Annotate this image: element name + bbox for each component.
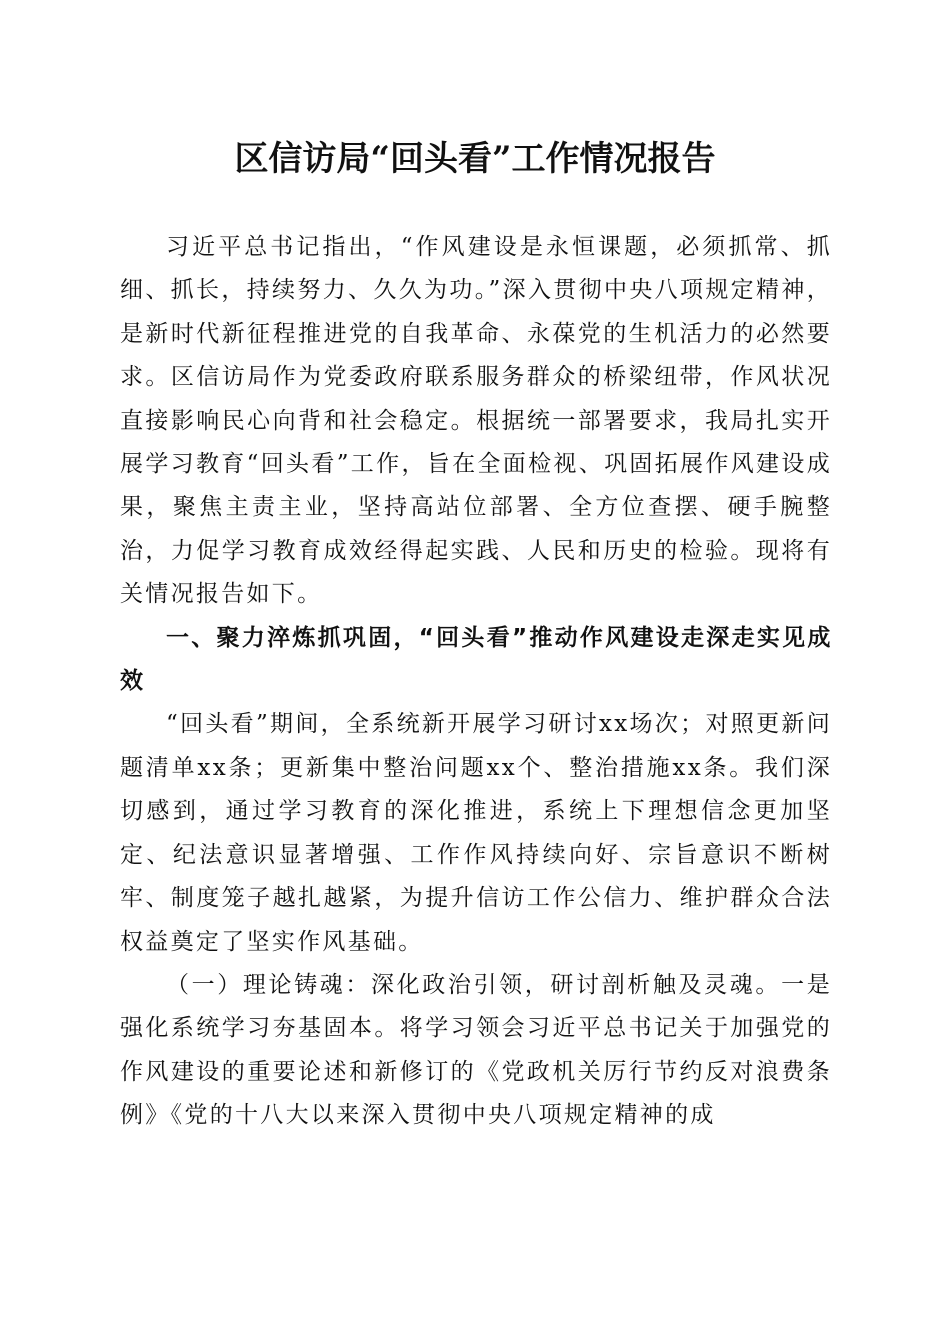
subsection-1-text: 一是强化系统学习夯基固本。将学习领会习近平总书记关于加强党的作风建设的重要论述和新修订的《党政机关厉行节约反对浪费条例》《党的十八大以来深入贯彻中央八项规定精神的成: [120, 971, 832, 1129]
section-1-paragraph: “回头看”期间，全系统新开展学习研讨xx场次；对照更新问题清单xx条；更新集中整治问题xx个、整治措施xx条。我们深切感到，通过学习教育的深化推进，系统上下理想信念更加坚定、纪法意识显著增强、工作作风持续向好、宗旨意识不断树牢、制度笼子越扎越紧，为提升信访工作公信力、维护群众合法权益奠定了坚实作风基础。: [120, 711, 832, 955]
subsection-1-paragraph: [120, 964, 832, 1138]
document-body: [120, 226, 832, 1138]
section-heading-1: 一、聚力淬炼抓巩固，“回头看”推动作风建设走深走实见成效: [120, 624, 832, 695]
intro-paragraph: 习近平总书记指出，“作风建设是永恒课题，必须抓常、抓细、抓长，持续努力、久久为功。”深入贯彻中央八项规定精神，是新时代新征程推进党的自我革命、永葆党的生机活力的必然要求。区信访局作为党委政府联系服务群众的桥梁纽带，作风状况直接影响民心向背和社会稳定。根据统一部署要求，我局扎实开展学习教育“回头看”工作，旨在全面检视、巩固拓展作风建设成果，聚焦主责主业，坚持高站位部署、全方位查摆、硬手腕整治，力促学习教育成效经得起实践、人民和历史的检验。现将有关情况报告如下。: [120, 234, 832, 608]
subsection-heading-1: （一）理论铸魂：深化政治引领，研讨剖析触及灵魂。: [166, 971, 782, 998]
document-title: 区信访局“回头看”工作情况报告: [234, 139, 716, 179]
